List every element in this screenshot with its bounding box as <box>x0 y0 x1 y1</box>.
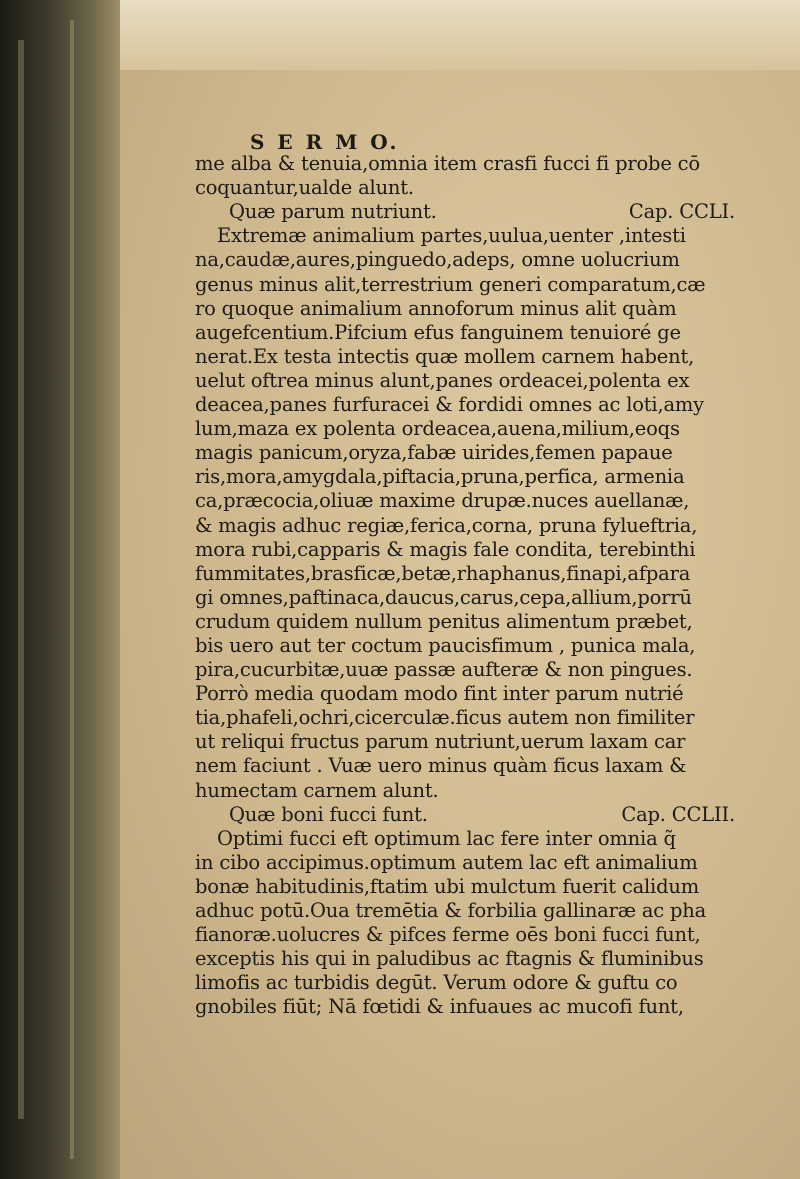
text-line: Porrò media quodam modo fint inter parum nutrié <box>195 682 684 706</box>
text-line: exceptis his qui in paludibus ac ftagnis & fluminibus <box>195 947 704 971</box>
text-line: ro quoque animalium annoforum minus alit quàm <box>195 296 677 320</box>
running-head: S E R M O. <box>250 130 400 154</box>
text-block <box>195 128 755 1019</box>
page-top-edge <box>120 0 800 70</box>
text-line: nem faciunt . Vuæ uero minus quàm ficus laxam & <box>195 754 687 778</box>
chapter-heading <box>195 803 755 827</box>
text-line: tia,phafeli,ochri,cicerculæ.ficus autem non fimiliter <box>195 706 695 730</box>
text-line: adhuc potū.Oua tremētia & forbilia gallinaræ ac pha <box>195 899 707 922</box>
text-line: & magis adhuc regiæ,ferica,corna, pruna fylueftria, <box>195 513 698 537</box>
chapter-title: Quæ boni fucci funt. <box>229 802 428 826</box>
text-line: me alba & tenuia,omnia item crasfi fucci fi probe cō <box>195 152 700 176</box>
text-line-indented: Optimi fucci eft optimum lac fere inter omnia q̃ <box>217 826 676 850</box>
text-line: gi omnes,paftinaca,daucus,carus,cepa,allium,porrū <box>195 585 692 609</box>
text-line: fummitates,brasficæ,betæ,rhaphanus,finapi,afpara <box>195 561 691 585</box>
text-line: in cibo accipimus.optimum autem lac eft animalium <box>195 850 698 874</box>
chapter-number: Cap. CCLI. <box>628 200 735 224</box>
text-line: bonæ habitudinis,ftatim ubi mulctum fuerit calidum <box>195 874 699 898</box>
text-line: uelut oftrea minus alunt,panes ordeacei,polenta ex <box>195 368 690 392</box>
text-line: ris,mora,amygdala,piftacia,pruna,perfica, armenia <box>195 465 685 489</box>
text-line: augefcentium.Pifcium efus fanguinem tenuioré ge <box>195 320 681 344</box>
text-line: magis panicum,oryza,fabæ uirides,femen papaue <box>195 441 673 465</box>
text-line: na,caudæ,aures,pinguedo,adeps, omne uolucrium <box>195 248 680 272</box>
head-spacer <box>195 128 755 152</box>
text-line: gnobiles fiūt; Nā fœtidi & infuaues ac mucofi funt, <box>195 995 684 1019</box>
text-line: mora rubi,capparis & magis fale condita, terebinthi <box>195 537 696 561</box>
chapter-title: Quæ parum nutriunt. <box>229 200 437 224</box>
text-line: pira,cucurbitæ,uuæ passæ aufteræ & non pingues. <box>195 658 693 682</box>
text-line: ca,præcocia,oliuæ maxime drupæ.nuces auellanæ, <box>195 489 690 513</box>
text-line: humectam carnem alunt. <box>195 778 439 802</box>
text-line: coquantur,ualde alunt. <box>195 176 414 200</box>
text-line: deacea,panes furfuracei & fordidi omnes ac loti,amy <box>195 393 704 417</box>
text-line: bis uero aut ter coctum paucisfimum , punica mala, <box>195 633 696 657</box>
text-line: crudum quidem nullum penitus alimentum præbet, <box>195 609 693 633</box>
text-line-indented: Extremæ animalium partes,uulua,uenter ,intesti <box>217 224 686 248</box>
chapter-heading <box>195 200 755 224</box>
text-line: ut reliqui fructus parum nutriunt,uerum laxam car <box>195 730 686 754</box>
text-line: lum,maza ex polenta ordeacea,auena,milium,eoqs <box>195 417 680 441</box>
text-line: nerat.Ex testa intectis quæ mollem carnem habent, <box>195 344 695 368</box>
text-line: fianoræ.uolucres & pifces ferme oēs boni fucci funt, <box>195 923 701 947</box>
chapter-number: Cap. CCLII. <box>621 802 735 826</box>
text-line: limofis ac turbidis degūt. Verum odore & guftu co <box>195 971 678 995</box>
book-binding <box>0 0 120 1179</box>
text-line: genus minus alit,terrestrium generi comparatum,cæ <box>195 272 706 296</box>
